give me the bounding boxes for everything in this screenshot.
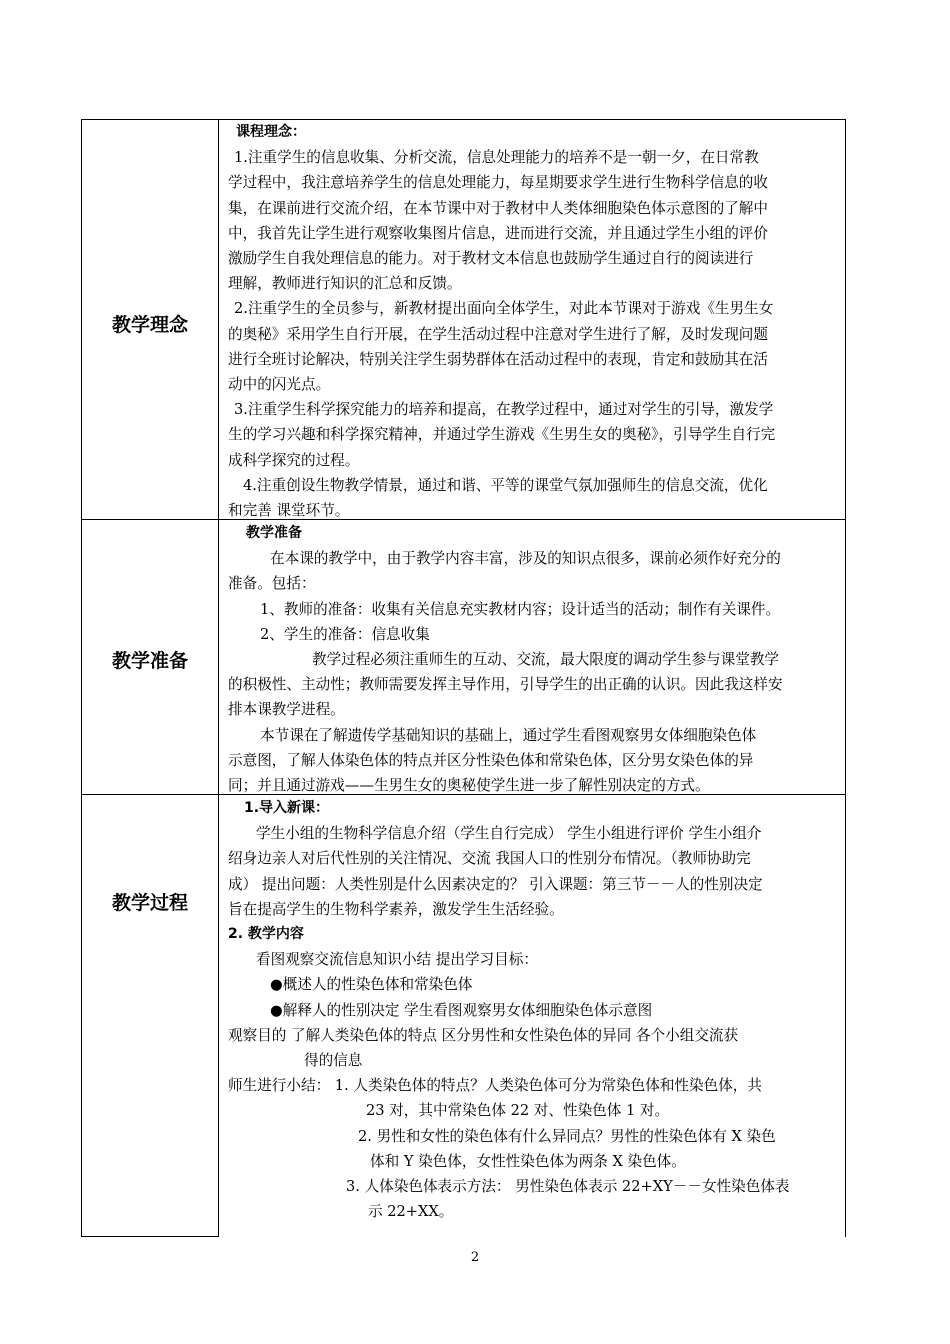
paragraph-line: 旨在提高学生的生物科学素养，激发学生生活经验。 — [228, 900, 564, 918]
paragraph-line: 4.注重创设生物教学情景，通过和谐、平等的课堂气氛加强师生的信息交流，优化 — [243, 476, 768, 494]
paragraph-line: 成） 提出问题：人类性别是什么因素决定的？ 引入课题：第三节－－人的性别决定 — [228, 875, 763, 893]
paragraph-line: 绍身边亲人对后代性别的关注情况、交流 我国人口的性别分布情况。（教师协助完 — [228, 850, 751, 868]
paragraph-line: 示意图，了解人体染色体的特点并区分性染色体和常染色体，区分男女染色体的异 — [228, 751, 754, 769]
paragraph-line: 和完善 课堂环节。 — [228, 502, 350, 520]
bullet-item: ●解释人的性别决定 学生看图观察男女体细胞染色体示意图 — [270, 1001, 653, 1019]
row-label-teaching-process: 教学过程 — [111, 892, 188, 914]
paragraph-line: 1、教师的准备：收集有关信息充实教材内容；设计适当的活动；制作有关课件。 — [260, 600, 781, 618]
paragraph-line: 集，在课前进行交流介绍，在本节课中对于教材中人类体细胞染色体示意图的了解中 — [228, 199, 768, 217]
paragraph-line: 得的信息 — [304, 1052, 363, 1070]
table-left-border — [81, 119, 82, 1237]
paragraph-line: 准备。包括： — [228, 575, 316, 593]
section-heading: 教学准备 — [246, 525, 302, 541]
paragraph-line: 生的学习兴趣和科学探究精神，并通过学生游戏《生男生女的奥秘》，引导学生自行完 — [228, 426, 776, 444]
paragraph-line: 同；并且通过游戏——生男生女的奥秘使学生进一步了解性别决定的方式。 — [228, 777, 710, 795]
section-heading: 1.导入新课： — [244, 800, 330, 816]
row-content-teaching-process — [228, 796, 840, 1224]
table-column-divider — [218, 119, 219, 1237]
paragraph-line: 示 22+XX。 — [368, 1203, 454, 1221]
paragraph-line: 理解，教师进行知识的汇总和反馈。 — [228, 275, 462, 293]
paragraph-line: 进行全班讨论解决，特别关注学生弱势群体在活动过程中的表现，肯定和鼓励其在活 — [228, 350, 768, 368]
paragraph-line: 2. 男性和女性的染色体有什么异同点？男性的性染色体有 X 染色 — [358, 1127, 776, 1145]
paragraph-line: 3.注重学生科学探究能力的培养和提高，在教学过程中，通过对学生的引导，激发学 — [234, 401, 774, 419]
row-label-teaching-philosophy: 教学理念 — [111, 314, 188, 336]
paragraph-line: 2.注重学生的全员参与，新教材提出面向全体学生，对此本节课对于游戏《生男生女 — [234, 300, 774, 318]
section-heading: 2. 教学内容 — [228, 926, 304, 943]
paragraph-line: 教学过程必须注重师生的互动、交流，最大限度的调动学生参与课堂教学 — [312, 651, 780, 669]
paragraph-line: 23 对，其中常染色体 22 对、性染色体 1 对。 — [366, 1102, 670, 1120]
paragraph-line: 看图观察交流信息知识小结 提出学习目标： — [256, 951, 538, 969]
paragraph-line: 1.注重学生的信息收集、分析交流，信息处理能力的培养不是一朝一夕，在日常教 — [234, 149, 759, 167]
paragraph-line: 的奥秘》采用学生自行开展，在学生活动过程中注意对学生进行了解，及时发现问题 — [228, 325, 768, 343]
table-right-border — [845, 119, 846, 1237]
paragraph-line: 学过程中，我注意培养学生的信息处理能力，每星期要求学生进行生物科学信息的收 — [228, 174, 768, 192]
paragraph-line: 师生进行小结： 1. 人类染色体的特点？人类染色体可分为常染色体和性染色体，共 — [228, 1077, 762, 1095]
paragraph-line: 2、学生的准备：信息收集 — [260, 625, 430, 643]
paragraph-line: 动中的闪光点。 — [228, 376, 331, 394]
paragraph-line: 排本课教学进程。 — [228, 701, 345, 719]
section-heading: 课程理念： — [236, 124, 306, 140]
paragraph-line: 本节课在了解遗传学基础知识的基础上，通过学生看图观察男女体细胞染色体 — [260, 726, 757, 744]
row-content-teaching-preparation — [228, 521, 840, 798]
paragraph-line: 中，我首先让学生进行观察收集图片信息，进而进行交流，并且通过学生小组的评价 — [228, 224, 768, 242]
paragraph-line: 成科学探究的过程。 — [228, 451, 360, 469]
page-number: 2 — [470, 1250, 480, 1265]
row-content-teaching-philosophy — [228, 120, 840, 523]
paragraph-line: 观察目的 了解人类染色体的特点 区分男性和女性染色体的异同 各个小组交流获 — [228, 1026, 739, 1044]
paragraph-line: 学生小组的生物科学信息介绍（学生自行完成） 学生小组进行评价 学生小组介 — [256, 825, 762, 843]
paragraph-line: 3. 人体染色体表示方法： 男性染色体表示 22+XY－－女性染色体表 — [346, 1178, 790, 1196]
paragraph-line: 在本课的教学中，由于教学内容丰富，涉及的知识点很多，课前必须作好充分的 — [270, 550, 781, 568]
bullet-item: ●概述人的性染色体和常染色体 — [270, 976, 473, 994]
table-bottom-border — [81, 1236, 219, 1237]
paragraph-line: 的积极性、主动性；教师需要发挥主导作用，引导学生的出正确的认识。因此我这样安 — [228, 676, 783, 694]
paragraph-line: 体和 Y 染色体，女性性染色体为两条 X 染色体。 — [370, 1152, 686, 1170]
row-label-teaching-preparation: 教学准备 — [111, 650, 188, 672]
paragraph-line: 激励学生自我处理信息的能力。对于教材文本信息也鼓励学生通过自行的阅读进行 — [228, 250, 754, 268]
